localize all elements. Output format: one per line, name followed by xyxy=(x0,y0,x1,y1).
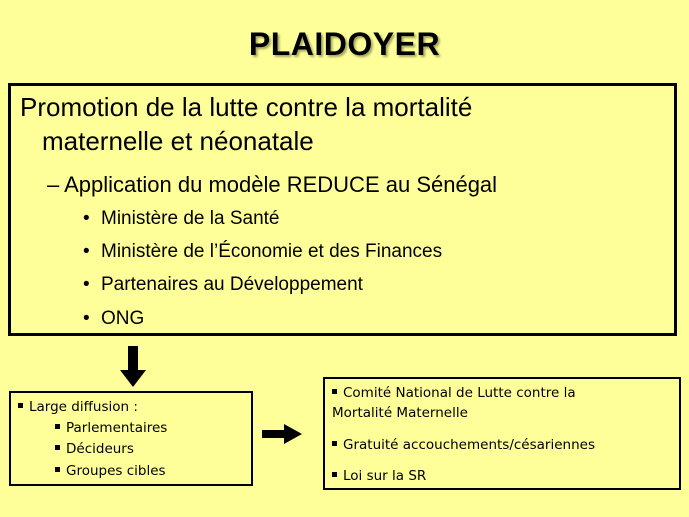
square-bullet-icon xyxy=(55,467,60,472)
outcome-item xyxy=(332,384,576,402)
square-bullet-icon xyxy=(332,472,337,477)
sub-point: – Application du modèle REDUCE au Sénégal xyxy=(47,172,498,197)
bullet-dot-icon: • xyxy=(83,308,90,329)
outcome-text: Gratuité accouchements/césariennes xyxy=(343,437,595,453)
diffusion-item-text: Décideurs xyxy=(66,441,134,457)
outcome-item-continued: Mortalité Maternelle xyxy=(332,405,468,421)
outcome-item xyxy=(332,436,595,454)
square-bullet-icon xyxy=(55,424,60,429)
bullet-item xyxy=(83,240,442,264)
diffusion-heading xyxy=(18,398,138,416)
diffusion-item xyxy=(55,462,166,480)
right-arrow-icon xyxy=(262,424,302,444)
bullet-dot-icon: • xyxy=(83,208,90,229)
diffusion-item-text: Parlementaires xyxy=(66,420,168,436)
down-arrow-icon xyxy=(118,346,148,388)
bullet-item xyxy=(83,307,144,331)
outcomes-box xyxy=(323,377,681,490)
square-bullet-icon xyxy=(332,441,337,446)
bullet-text: Ministère de la Santé xyxy=(101,208,280,229)
bullet-item xyxy=(83,273,363,297)
bullet-text: ONG xyxy=(101,308,145,329)
bullet-dot-icon: • xyxy=(83,241,90,262)
diffusion-box xyxy=(9,391,253,486)
main-line-1: Promotion de la lutte contre la mortalité xyxy=(20,92,473,122)
diffusion-item-text: Groupes cibles xyxy=(66,463,166,479)
outcome-text: Comité National de Lutte contre la xyxy=(343,385,576,401)
square-bullet-icon xyxy=(332,389,337,394)
bullet-text: Partenaires au Développement xyxy=(101,274,363,295)
bullet-text: Ministère de l’Économie et des Finances xyxy=(101,241,443,262)
bullet-dot-icon: • xyxy=(83,274,90,295)
slide-title: PLAIDOYER xyxy=(248,26,441,62)
diffusion-item xyxy=(55,440,134,458)
square-bullet-icon xyxy=(18,403,23,408)
main-line-2: maternelle et néonatale xyxy=(42,126,314,156)
diffusion-item xyxy=(55,419,167,437)
outcome-text: Loi sur la SR xyxy=(343,468,427,484)
diffusion-heading-text: Large diffusion : xyxy=(29,399,138,415)
outcome-item xyxy=(332,467,426,485)
main-box xyxy=(8,83,677,336)
square-bullet-icon xyxy=(55,445,60,450)
bullet-item xyxy=(83,207,280,231)
